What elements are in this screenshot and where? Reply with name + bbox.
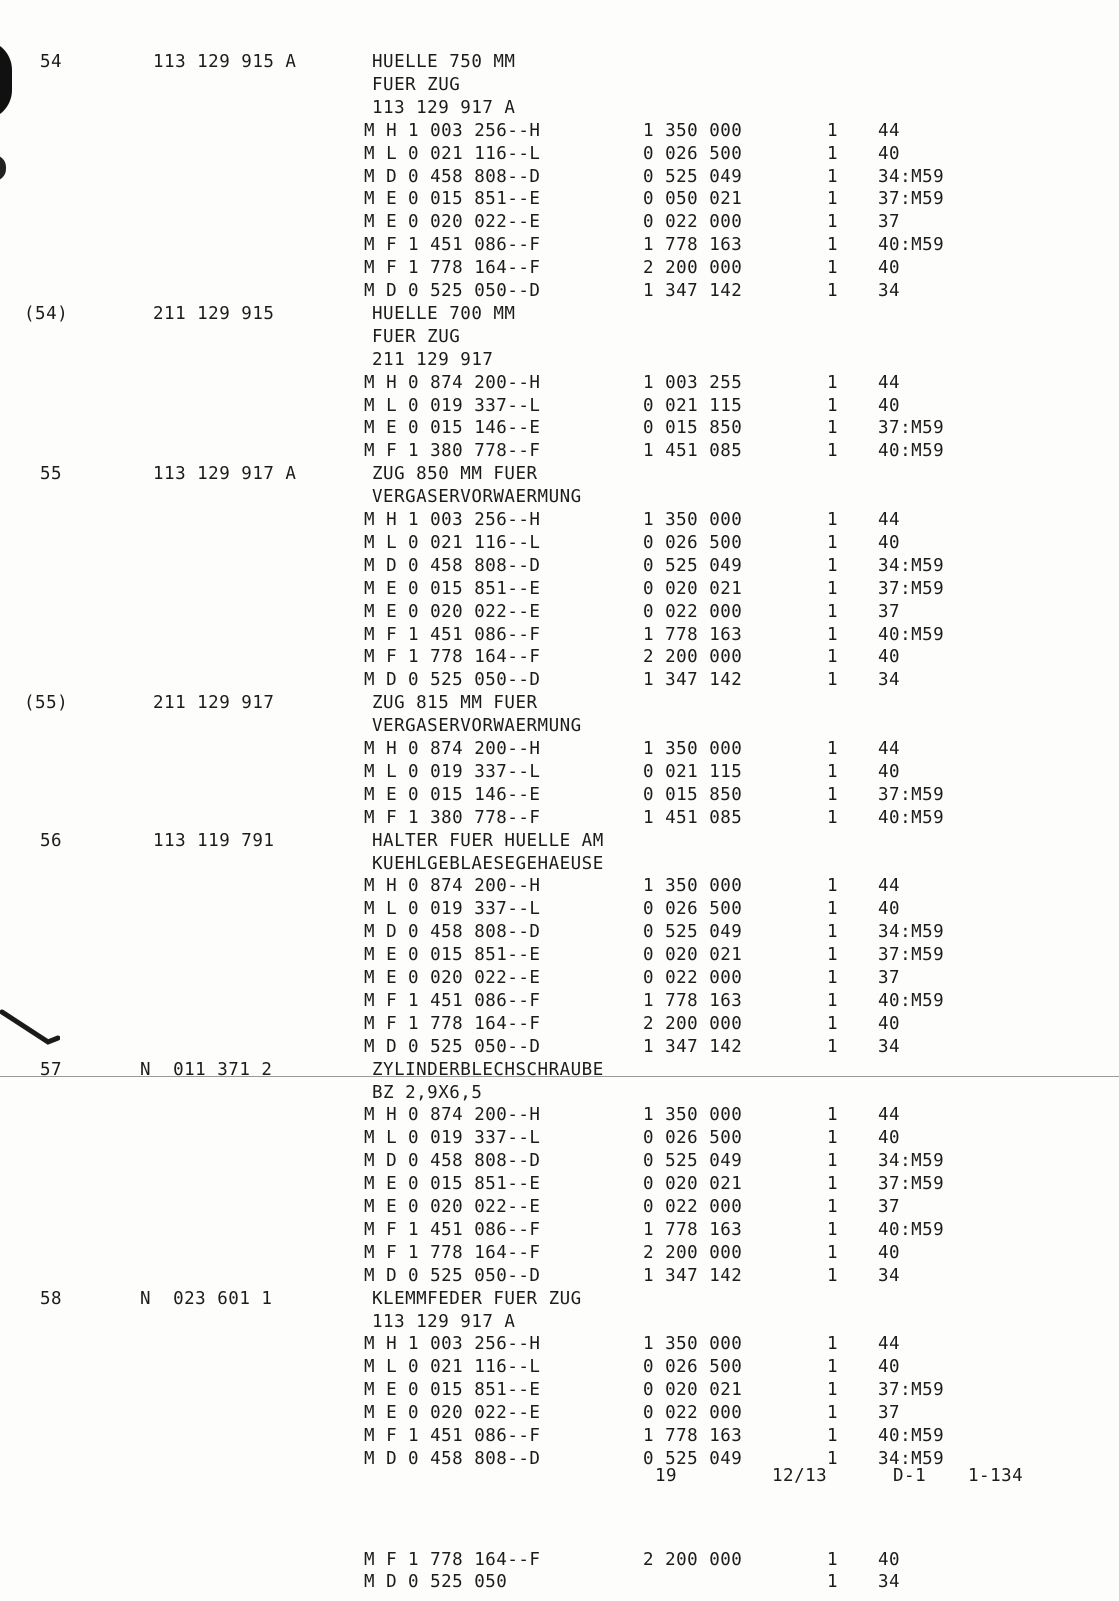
model-code: M F bbox=[364, 1426, 398, 1446]
model-code: M D bbox=[364, 1448, 398, 1469]
chassis-from: 1 451 086--F bbox=[408, 624, 541, 645]
quantity: 1 bbox=[827, 281, 839, 301]
quantity: 1 bbox=[827, 876, 839, 897]
model-code: M E bbox=[364, 945, 398, 966]
quantity: 1 bbox=[827, 1197, 839, 1217]
model-code: M D bbox=[364, 281, 398, 301]
quantity: 1 bbox=[827, 922, 839, 943]
chassis-to: 2 200 000 bbox=[643, 1242, 743, 1263]
quantity: 1 bbox=[827, 647, 839, 668]
chassis-to: 0 015 850 bbox=[643, 418, 743, 439]
model-code: M H bbox=[364, 372, 398, 393]
remark: 37:M59 bbox=[878, 418, 945, 439]
item-number: 58 bbox=[40, 1288, 63, 1309]
chassis-to: 1 347 142 bbox=[643, 1265, 743, 1286]
chassis-from: 0 874 200--H bbox=[408, 876, 541, 897]
chassis-from: 0 525 050--D bbox=[408, 1036, 541, 1057]
chassis-from: 1 451 086--F bbox=[408, 1426, 541, 1446]
quantity: 1 bbox=[827, 1426, 839, 1446]
chassis-from: 0 021 116--L bbox=[408, 532, 541, 553]
remark: 34 bbox=[878, 1572, 901, 1592]
chassis-from: 0 458 808--D bbox=[408, 1448, 541, 1469]
chassis-to: 0 525 049 bbox=[643, 166, 743, 187]
chassis-to: 0 026 500 bbox=[643, 1128, 743, 1149]
model-code: M D bbox=[364, 1265, 398, 1286]
model-code: M E bbox=[364, 1380, 398, 1401]
chassis-to: 0 021 115 bbox=[643, 395, 743, 416]
model-code: M E bbox=[364, 1174, 398, 1195]
quantity: 1 bbox=[827, 441, 839, 462]
quantity: 1 bbox=[827, 670, 839, 691]
chassis-to: 0 022 000 bbox=[643, 1403, 743, 1424]
remark: 44 bbox=[878, 1105, 901, 1126]
remark: 34 bbox=[878, 281, 901, 301]
chassis-to: 0 022 000 bbox=[643, 212, 743, 233]
chassis-from: 1 451 086--F bbox=[408, 1219, 541, 1240]
remark: 44 bbox=[878, 510, 901, 530]
model-code: M L bbox=[364, 761, 398, 782]
remark: 44 bbox=[878, 739, 901, 759]
chassis-from: 1 778 164--F bbox=[408, 258, 541, 279]
chassis-to: 1 350 000 bbox=[643, 510, 743, 530]
chassis-from: 1 451 086--F bbox=[408, 990, 541, 1011]
chassis-to: 0 022 000 bbox=[643, 1197, 743, 1217]
chassis-from: 0 458 808--D bbox=[408, 555, 541, 576]
model-code: M F bbox=[364, 235, 398, 256]
chassis-to: 2 200 000 bbox=[643, 1550, 743, 1570]
remark: 40 bbox=[878, 1128, 901, 1149]
model-code: M E bbox=[364, 1403, 398, 1424]
chassis-from: 1 380 778--F bbox=[408, 441, 541, 462]
chassis-from: 1 451 086--F bbox=[408, 235, 541, 256]
chassis-from: 0 015 146--E bbox=[408, 784, 541, 805]
item-number: 54 bbox=[40, 52, 63, 72]
quantity: 1 bbox=[827, 189, 839, 210]
part-number: N 011 371 2 bbox=[140, 1059, 273, 1080]
chassis-from: 0 021 116--L bbox=[408, 1357, 541, 1378]
part-description: HUELLE 750 MM bbox=[372, 52, 516, 72]
remark: 40 bbox=[878, 258, 901, 279]
scan-stroke-arrow bbox=[0, 1000, 60, 1060]
model-code: M L bbox=[364, 1357, 398, 1378]
model-code: M E bbox=[364, 784, 398, 805]
part-description: VERGASERVORWAERMUNG bbox=[372, 487, 582, 508]
remark: 40:M59 bbox=[878, 990, 945, 1011]
model-code: M F bbox=[364, 1013, 398, 1034]
chassis-to: 0 050 021 bbox=[643, 189, 743, 210]
quantity: 1 bbox=[827, 945, 839, 966]
chassis-from: 1 778 164--F bbox=[408, 1013, 541, 1034]
part-description: ZYLINDERBLECHSCHRAUBE bbox=[372, 1059, 604, 1080]
remark: 44 bbox=[878, 1334, 901, 1355]
part-description: BZ 2,9X6,5 bbox=[372, 1082, 483, 1103]
model-code: M D bbox=[364, 1036, 398, 1057]
model-code: M L bbox=[364, 143, 398, 164]
part-description: ZUG 850 MM FUER bbox=[372, 464, 538, 485]
remark: 40:M59 bbox=[878, 624, 945, 645]
chassis-to: 0 026 500 bbox=[643, 532, 743, 553]
chassis-from: 1 003 256--H bbox=[408, 120, 541, 141]
quantity: 1 bbox=[827, 784, 839, 805]
chassis-to: 1 350 000 bbox=[643, 120, 743, 141]
quantity: 1 bbox=[827, 761, 839, 782]
chassis-to: 0 020 021 bbox=[643, 945, 743, 966]
chassis-from: 0 458 808--D bbox=[408, 1151, 541, 1172]
part-number: 113 129 915 A bbox=[153, 52, 297, 72]
remark: 34 bbox=[878, 670, 901, 691]
remark: 40 bbox=[878, 532, 901, 553]
remark: 37 bbox=[878, 1197, 901, 1217]
remark: 40 bbox=[878, 647, 901, 668]
model-code: M D bbox=[364, 555, 398, 576]
remark: 40 bbox=[878, 1357, 901, 1378]
quantity: 1 bbox=[827, 1403, 839, 1424]
model-code: M E bbox=[364, 968, 398, 988]
chassis-from: 0 019 337--L bbox=[408, 395, 541, 416]
remark: 40 bbox=[878, 1013, 901, 1034]
remark: 37 bbox=[878, 968, 901, 988]
model-code: M F bbox=[364, 647, 398, 668]
part-number: 211 129 917 bbox=[153, 693, 275, 714]
part-description: KUEHLGEBLAESEGEHAEUSE bbox=[372, 853, 604, 874]
item-number: (54) bbox=[24, 303, 69, 324]
model-code: M H bbox=[364, 739, 398, 759]
chassis-to: 1 347 142 bbox=[643, 281, 743, 301]
part-description: VERGASERVORWAERMUNG bbox=[372, 716, 582, 737]
chassis-to: 1 350 000 bbox=[643, 1105, 743, 1126]
model-code: M L bbox=[364, 899, 398, 920]
quantity: 1 bbox=[827, 258, 839, 279]
remark: 37 bbox=[878, 212, 901, 233]
remark: 40 bbox=[878, 1550, 901, 1570]
remark: 34 bbox=[878, 1265, 901, 1286]
chassis-from: 1 778 164--F bbox=[408, 1242, 541, 1263]
quantity: 1 bbox=[827, 807, 839, 828]
model-code: M F bbox=[364, 1219, 398, 1240]
model-code: M E bbox=[364, 601, 398, 622]
quantity: 1 bbox=[827, 372, 839, 393]
quantity: 1 bbox=[827, 578, 839, 599]
chassis-from: 0 525 050--D bbox=[408, 1265, 541, 1286]
remark: 40 bbox=[878, 143, 901, 164]
part-description: HUELLE 700 MM bbox=[372, 303, 516, 324]
model-code: M L bbox=[364, 1128, 398, 1149]
remark: 44 bbox=[878, 120, 901, 141]
chassis-to: 1 778 163 bbox=[643, 235, 743, 256]
quantity: 1 bbox=[827, 1242, 839, 1263]
chassis-from: 0 015 146--E bbox=[408, 418, 541, 439]
remark: 40:M59 bbox=[878, 235, 945, 256]
model-code: M F bbox=[364, 624, 398, 645]
chassis-from: 0 020 022--E bbox=[408, 1197, 541, 1217]
model-code: M E bbox=[364, 1197, 398, 1217]
chassis-from: 0 874 200--H bbox=[408, 739, 541, 759]
chassis-from: 1 003 256--H bbox=[408, 510, 541, 530]
chassis-to: 1 350 000 bbox=[643, 1334, 743, 1355]
item-number: 57 bbox=[40, 1059, 63, 1080]
chassis-to: 0 022 000 bbox=[643, 601, 743, 622]
chassis-from: 0 020 022--E bbox=[408, 212, 541, 233]
quantity: 1 bbox=[827, 212, 839, 233]
remark: 34:M59 bbox=[878, 555, 945, 576]
footer-sheet: 1-134 bbox=[968, 1466, 1024, 1486]
part-description: 113 129 917 A bbox=[372, 97, 516, 118]
chassis-to: 0 020 021 bbox=[643, 1174, 743, 1195]
quantity: 1 bbox=[827, 1013, 839, 1034]
model-code: M H bbox=[364, 510, 398, 530]
quantity: 1 bbox=[827, 1572, 839, 1592]
chassis-to: 0 525 049 bbox=[643, 1448, 743, 1469]
quantity: 1 bbox=[827, 418, 839, 439]
chassis-to: 0 026 500 bbox=[643, 143, 743, 164]
chassis-from: 0 021 116--L bbox=[408, 143, 541, 164]
part-number: N 023 601 1 bbox=[140, 1288, 273, 1309]
quantity: 1 bbox=[827, 555, 839, 576]
model-code: M E bbox=[364, 578, 398, 599]
model-code: M F bbox=[364, 1242, 398, 1263]
chassis-from: 1 778 164--F bbox=[408, 1550, 541, 1570]
quantity: 1 bbox=[827, 1151, 839, 1172]
part-number: 113 119 791 bbox=[153, 830, 275, 851]
model-code: M H bbox=[364, 876, 398, 897]
chassis-from: 0 525 050 bbox=[408, 1572, 508, 1592]
part-description: 113 129 917 A bbox=[372, 1311, 516, 1332]
part-description: FUER ZUG bbox=[372, 74, 461, 95]
chassis-from: 0 020 022--E bbox=[408, 601, 541, 622]
quantity: 1 bbox=[827, 1550, 839, 1570]
part-number: 113 129 917 A bbox=[153, 464, 297, 485]
chassis-to: 0 525 049 bbox=[643, 555, 743, 576]
chassis-to: 0 021 115 bbox=[643, 761, 743, 782]
remark: 37:M59 bbox=[878, 1380, 945, 1401]
item-number: 55 bbox=[40, 464, 63, 485]
model-code: M F bbox=[364, 441, 398, 462]
model-code: M D bbox=[364, 922, 398, 943]
model-code: M L bbox=[364, 395, 398, 416]
quantity: 1 bbox=[827, 1219, 839, 1240]
chassis-to: 0 525 049 bbox=[643, 922, 743, 943]
chassis-to: 1 778 163 bbox=[643, 624, 743, 645]
model-code: M F bbox=[364, 1550, 398, 1570]
chassis-from: 0 525 050--D bbox=[408, 281, 541, 301]
chassis-to: 1 778 163 bbox=[643, 990, 743, 1011]
chassis-to: 1 350 000 bbox=[643, 876, 743, 897]
quantity: 1 bbox=[827, 510, 839, 530]
quantity: 1 bbox=[827, 120, 839, 141]
quantity: 1 bbox=[827, 1174, 839, 1195]
model-code: M D bbox=[364, 1151, 398, 1172]
chassis-to: 2 200 000 bbox=[643, 647, 743, 668]
chassis-to: 1 778 163 bbox=[643, 1219, 743, 1240]
chassis-from: 1 380 778--F bbox=[408, 807, 541, 828]
quantity: 1 bbox=[827, 739, 839, 759]
model-code: M D bbox=[364, 1572, 398, 1592]
quantity: 1 bbox=[827, 166, 839, 187]
chassis-from: 0 020 022--E bbox=[408, 968, 541, 988]
quantity: 1 bbox=[827, 624, 839, 645]
chassis-to: 1 451 085 bbox=[643, 807, 743, 828]
model-code: M F bbox=[364, 807, 398, 828]
chassis-to: 0 525 049 bbox=[643, 1151, 743, 1172]
remark: 34 bbox=[878, 1036, 901, 1057]
chassis-to: 1 347 142 bbox=[643, 1036, 743, 1057]
chassis-from: 0 458 808--D bbox=[408, 922, 541, 943]
remark: 40:M59 bbox=[878, 807, 945, 828]
remark: 34:M59 bbox=[878, 1151, 945, 1172]
quantity: 1 bbox=[827, 532, 839, 553]
remark: 34:M59 bbox=[878, 166, 945, 187]
item-number: (55) bbox=[24, 693, 69, 714]
quantity: 1 bbox=[827, 1357, 839, 1378]
quantity: 1 bbox=[827, 1036, 839, 1057]
remark: 37:M59 bbox=[878, 189, 945, 210]
quantity: 1 bbox=[827, 1128, 839, 1149]
model-code: M E bbox=[364, 212, 398, 233]
remark: 40:M59 bbox=[878, 1426, 945, 1446]
remark: 44 bbox=[878, 876, 901, 897]
chassis-to: 0 022 000 bbox=[643, 968, 743, 988]
remark: 37:M59 bbox=[878, 784, 945, 805]
remark: 40 bbox=[878, 899, 901, 920]
chassis-from: 0 015 851--E bbox=[408, 578, 541, 599]
part-description: FUER ZUG bbox=[372, 326, 461, 347]
part-description: 211 129 917 bbox=[372, 349, 494, 370]
remark: 40 bbox=[878, 395, 901, 416]
chassis-to: 1 778 163 bbox=[643, 1426, 743, 1446]
model-code: M D bbox=[364, 166, 398, 187]
scan-blot-left-small bbox=[0, 155, 6, 181]
scan-blot-left bbox=[0, 40, 12, 120]
chassis-from: 0 525 050--D bbox=[408, 670, 541, 691]
quantity: 1 bbox=[827, 1265, 839, 1286]
chassis-from: 0 019 337--L bbox=[408, 761, 541, 782]
part-number: 211 129 915 bbox=[153, 303, 275, 324]
remark: 34:M59 bbox=[878, 1448, 945, 1469]
chassis-from: 0 020 022--E bbox=[408, 1403, 541, 1424]
remark: 40 bbox=[878, 761, 901, 782]
quantity: 1 bbox=[827, 1448, 839, 1469]
quantity: 1 bbox=[827, 235, 839, 256]
model-code: M H bbox=[364, 1105, 398, 1126]
chassis-from: 0 874 200--H bbox=[408, 372, 541, 393]
remark: 37 bbox=[878, 601, 901, 622]
remark: 37:M59 bbox=[878, 1174, 945, 1195]
remark: 40:M59 bbox=[878, 1219, 945, 1240]
chassis-to: 2 200 000 bbox=[643, 1013, 743, 1034]
chassis-to: 2 200 000 bbox=[643, 258, 743, 279]
model-code: M D bbox=[364, 670, 398, 691]
quantity: 1 bbox=[827, 1105, 839, 1126]
chassis-from: 0 015 851--E bbox=[408, 189, 541, 210]
model-code: M F bbox=[364, 990, 398, 1011]
quantity: 1 bbox=[827, 1334, 839, 1355]
chassis-to: 1 350 000 bbox=[643, 739, 743, 759]
quantity: 1 bbox=[827, 968, 839, 988]
model-code: M E bbox=[364, 189, 398, 210]
footer-section: D-1 bbox=[893, 1466, 927, 1486]
item-number: 56 bbox=[40, 830, 63, 851]
part-description: HALTER FUER HUELLE AM bbox=[372, 830, 604, 851]
remark: 37:M59 bbox=[878, 945, 945, 966]
chassis-to: 1 451 085 bbox=[643, 441, 743, 462]
footer-page-number: 19 bbox=[655, 1466, 678, 1486]
chassis-from: 1 003 256--H bbox=[408, 1334, 541, 1355]
quantity: 1 bbox=[827, 601, 839, 622]
chassis-to: 0 026 500 bbox=[643, 1357, 743, 1378]
chassis-to: 0 020 021 bbox=[643, 1380, 743, 1401]
model-code: M E bbox=[364, 418, 398, 439]
chassis-from: 0 019 337--L bbox=[408, 899, 541, 920]
chassis-from: 1 778 164--F bbox=[408, 647, 541, 668]
remark: 34:M59 bbox=[878, 922, 945, 943]
chassis-to: 0 015 850 bbox=[643, 784, 743, 805]
quantity: 1 bbox=[827, 899, 839, 920]
chassis-to: 1 347 142 bbox=[643, 670, 743, 691]
chassis-from: 0 019 337--L bbox=[408, 1128, 541, 1149]
quantity: 1 bbox=[827, 1380, 839, 1401]
chassis-to: 0 026 500 bbox=[643, 899, 743, 920]
quantity: 1 bbox=[827, 990, 839, 1011]
remark: 40 bbox=[878, 1242, 901, 1263]
part-description: ZUG 815 MM FUER bbox=[372, 693, 538, 714]
chassis-from: 0 874 200--H bbox=[408, 1105, 541, 1126]
chassis-from: 0 015 851--E bbox=[408, 1380, 541, 1401]
chassis-from: 0 458 808--D bbox=[408, 166, 541, 187]
quantity: 1 bbox=[827, 395, 839, 416]
model-code: M F bbox=[364, 258, 398, 279]
remark: 37:M59 bbox=[878, 578, 945, 599]
model-code: M H bbox=[364, 1334, 398, 1355]
chassis-to: 1 003 255 bbox=[643, 372, 743, 393]
model-code: M H bbox=[364, 120, 398, 141]
part-description: KLEMMFEDER FUER ZUG bbox=[372, 1288, 582, 1309]
footer-date: 12/13 bbox=[772, 1466, 828, 1486]
chassis-from: 0 015 851--E bbox=[408, 1174, 541, 1195]
model-code: M L bbox=[364, 532, 398, 553]
remark: 40:M59 bbox=[878, 441, 945, 462]
quantity: 1 bbox=[827, 143, 839, 164]
remark: 44 bbox=[878, 372, 901, 393]
chassis-to: 0 020 021 bbox=[643, 578, 743, 599]
remark: 37 bbox=[878, 1403, 901, 1424]
chassis-from: 0 015 851--E bbox=[408, 945, 541, 966]
